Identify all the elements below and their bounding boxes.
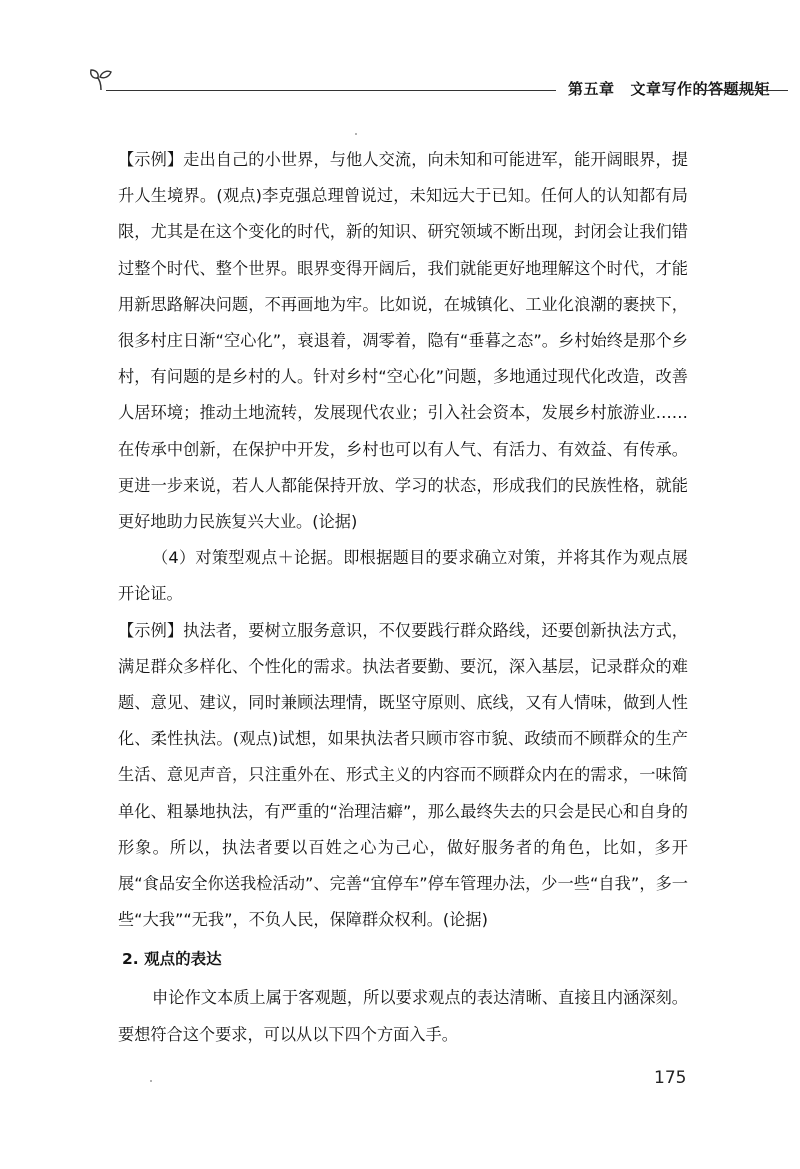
page-body [118, 142, 688, 1053]
example-paragraph-1: 【示例】走出自己的小世界，与他人交流，向未知和可能进军，能开阔眼界，提升人生境界。(观点)李克强总理曾说过，未知远大于已知。任何人的认知都有局限，尤其是在这个变化的时代，新的知识、研究领域不断出现，封闭会让我们错过整个时代、整个世界。眼界变得开阔后，我们就能更好地理解这个时代，才能用新思路解决问题，不再画地为牢。比如说，在城镇化、工业化浪潮的裹挟下，很多村庄日渐“空心化”，衰退着，凋零着，隐有“垂暮之态”。乡村始终是那个乡村，有问题的是乡村的人。针对乡村“空心化”问题，多地通过现代化改造，改善人居环境；推动土地流转，发展现代农业；引入社会资本，发展乡村旅游业……在传承中创新，在保护中开发，乡村也可以有人气、有活力、有效益、有传承。更进一步来说，若人人都能保持开放、学习的状态，形成我们的民族性格，就能更好地助力民族复兴大业。(论据) [118, 150, 688, 532]
header-rule-left [106, 90, 556, 91]
method-paragraph-4: （4）对策型观点＋论据。即根据题目的要求确立对策，并将其作为观点展开论证。 [118, 548, 688, 604]
chapter-number: 第五章 [568, 80, 615, 98]
page-number: 175 [654, 1068, 687, 1088]
scan-speck [355, 133, 357, 135]
chapter-heading [568, 78, 770, 99]
header-rule-right [698, 90, 788, 91]
running-header [88, 66, 788, 98]
example-paragraph-2: 【示例】执法者，要树立服务意识，不仅要践行群众路线，还要创新执法方式，满足群众多样化、个性化的需求。执法者要勤、要沉，深入基层，记录群众的难题、意见、建议，同时兼顾法理情，既坚守原则、底线，又有人情味，做到人性化、柔性执法。(观点)试想，如果执法者只顾市容市貌、政绩而不顾群众的生产生活、意见声音，只注重外在、形式主义的内容而不顾群众内在的需求，一味简单化、粗暴地执法，有严重的“治理洁癖”，那么最终失去的只会是民心和自身的形象。所以，执法者要以百姓之心为己心，做好服务者的角色，比如，多开展“食品安全你送我检活动”、完善“宜停车”停车管理办法，少一些“自我”，多一些“大我”“无我”，不负人民，保障群众权利。(论据) [118, 620, 688, 930]
sprout-icon [88, 66, 114, 92]
closing-paragraph: 申论作文本质上属于客观题，所以要求观点的表达清晰、直接且内涵深刻。要想符合这个要求，可以从以下四个方面入手。 [118, 988, 688, 1044]
section-subheading: 2. 观点的表达 [122, 950, 222, 969]
chapter-title: 文章写作的答题规矩 [630, 80, 771, 98]
scan-speck [150, 1080, 152, 1082]
